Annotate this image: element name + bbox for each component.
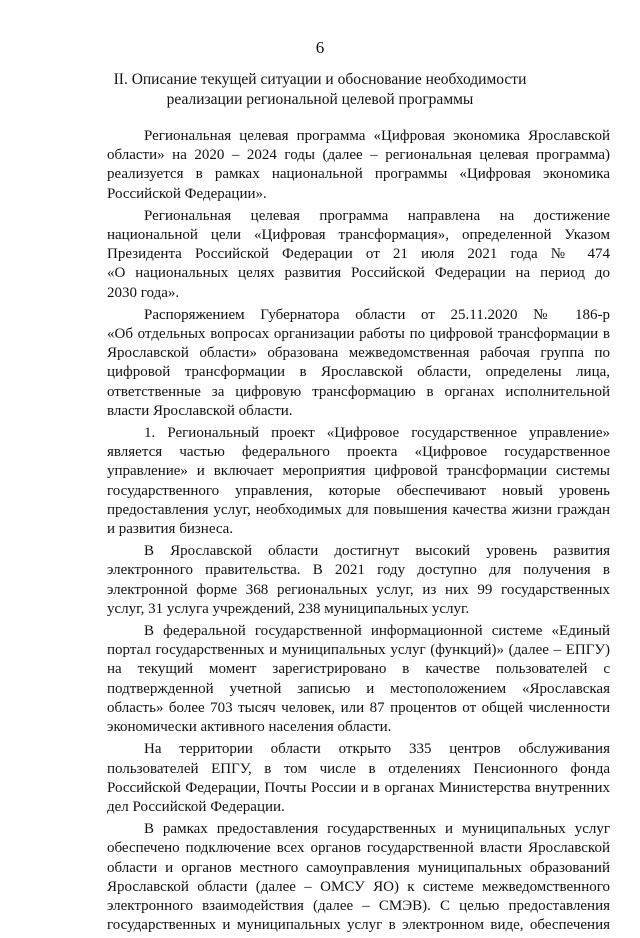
paragraph-line: Президента Российской Федерации от 21 июля 2021 года № 474: [107, 246, 610, 263]
paragraph-line: на текущий момент зарегистрировано в качестве пользователей с: [107, 661, 610, 678]
paragraph-line: национальной цели «Цифровая трансформация», определенной Указом: [107, 227, 610, 244]
paragraph: [107, 542, 610, 619]
paragraph-line: управление» и включает мероприятия цифровой трансформации системы: [107, 463, 610, 480]
section-heading-line: II. Описание текущей ситуации и обоснование необходимости: [113, 71, 527, 88]
paragraph: [107, 740, 610, 817]
paragraph-line: В Ярославской области достигнут высокий уровень развития: [144, 543, 610, 560]
paragraph: [107, 207, 610, 303]
paragraph-line: портал государственных и муниципальных услуг (функций)» (далее – ЕПГУ): [107, 642, 610, 659]
paragraph: [107, 306, 610, 421]
paragraph-line: является частью федерального проекта «Цифровое государственное: [107, 444, 610, 461]
paragraph-line: и развития бизнеса.: [107, 521, 234, 538]
paragraph-line: пользователей ЕПГУ, в том числе в отделениях Пенсионного фонда: [107, 760, 610, 777]
paragraph-line: На территории области открыто 335 центров обслуживания: [144, 741, 610, 758]
paragraph-line: ответственные за цифровую трансформацию в органах исполнительной: [107, 383, 610, 400]
paragraph: [107, 127, 610, 204]
paragraph-line: электронного взаимодействия (далее – СМЭВ). С целью предоставления: [107, 897, 610, 914]
paragraph-line: подтвержденной учетной записью и местоположением «Ярославская: [107, 680, 610, 697]
document-body: [107, 127, 610, 938]
paragraph-line: Российской Федерации».: [107, 185, 267, 202]
section-heading: [100, 70, 540, 110]
paragraph: [107, 424, 610, 539]
paragraph-line: Региональная целевая программа «Цифровая экономика Ярославской: [144, 128, 610, 144]
paragraph-line: электронной форме 368 региональных услуг, из них 99 государственных: [107, 581, 610, 598]
paragraph-line: государственного управления, которые обеспечивают новый уровень: [107, 482, 610, 499]
paragraph-line: дел Российской Федерации.: [107, 798, 285, 815]
paragraph: [107, 622, 610, 737]
paragraph-line: Ярославской области (далее – ОМСУ ЯО) к системе межведомственного: [107, 878, 610, 895]
paragraph-line: 1. Региональный проект «Цифровое государственное управление»: [144, 425, 610, 442]
paragraph-line: «Об отдельных вопросах организации работы по цифровой трансформации в: [107, 326, 610, 343]
paragraph: [107, 820, 610, 935]
paragraph-line: область» более 703 тысяч человек, или 87 процентов от общей численности: [107, 699, 610, 716]
paragraph-line: услуг, 31 услуга учреждений, 238 муниципальных услуг.: [107, 600, 470, 617]
paragraph-line: области и органов местного самоуправления муниципальных образований: [107, 859, 610, 876]
paragraph-line: обеспечено подключение всех органов государственной власти Ярославской: [107, 840, 610, 857]
paragraph-line: экономически активного населения области.: [107, 719, 392, 736]
paragraph-line: Российской Федерации, Почты России и в органах Министерства внутренних: [107, 779, 610, 796]
paragraph-line: В федеральной государственной информационной системе «Единый: [144, 623, 610, 640]
paragraph-line: государственных и муниципальных услуг в электронном виде, обеспечения: [107, 917, 610, 934]
paragraph-line: Региональная целевая программа направлена на достижение: [144, 207, 610, 224]
paragraph-line: области» на 2020 – 2024 годы (далее – региональная целевая программа): [107, 147, 610, 164]
paragraph-line: цифровой трансформации в Ярославской области, определены лица,: [107, 364, 610, 381]
paragraph-line: 2030 года».: [107, 284, 180, 301]
paragraph-line: реализуется в рамках национальной программы «Цифровая экономика: [107, 166, 610, 183]
paragraph-line: предоставления услуг, необходимых для повышения качества жизни граждан: [107, 501, 610, 518]
paragraph-line: Распоряжением Губернатора области от 25.11.2020 № 186-р: [144, 306, 610, 323]
paragraph-line: Ярославской области» образована межведомственная рабочая группа по: [107, 345, 610, 362]
paragraph-line: власти Ярославской области.: [107, 402, 293, 419]
paragraph-line: электронного правительства. В 2021 году доступно для получения в: [107, 562, 610, 579]
page-number: 6: [315, 38, 325, 57]
section-heading-line: реализации региональной целевой программы: [166, 91, 474, 108]
paragraph-line: «О национальных целях развития Российской Федерации на период до: [107, 265, 610, 282]
paragraph-line: В рамках предоставления государственных и муниципальных услуг: [144, 821, 610, 838]
